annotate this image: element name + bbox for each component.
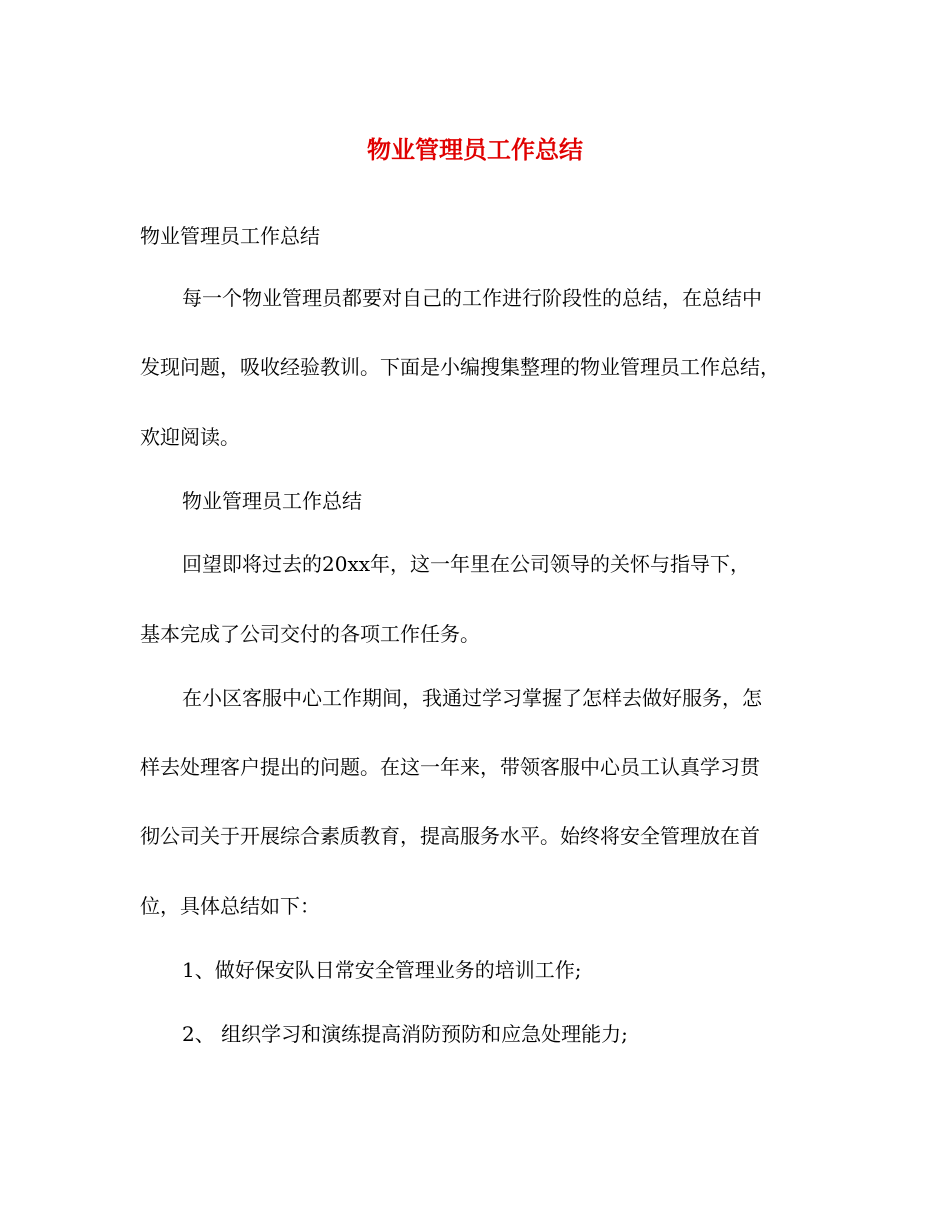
list-item-2: 2、 组织学习和演练提高消防预防和应急处理能力; <box>182 1022 628 1046</box>
paragraph-1-line-2: 发现问题，吸收经验教训。下面是小编搜集整理的物业管理员工作总结， <box>140 355 780 379</box>
paragraph-2-line-2: 基本完成了公司交付的各项工作任务。 <box>140 622 480 646</box>
paragraph-1-line-1: 每一个物业管理员都要对自己的工作进行阶段性的总结，在总结中 <box>182 286 762 310</box>
paragraph-3-line-3: 彻公司关于开展综合素质教育，提高服务水平。始终将安全管理放在首 <box>140 824 760 848</box>
document-title: 物业管理员工作总结 <box>367 135 583 164</box>
section-heading: 物业管理员工作总结 <box>182 489 362 513</box>
paragraph-3-line-1: 在小区客服中心工作期间，我通过学习掌握了怎样去做好服务，怎 <box>182 686 762 710</box>
paragraph-3-line-4: 位，具体总结如下： <box>140 894 320 918</box>
list-item-1: 1、做好保安队日常安全管理业务的培训工作; <box>182 958 582 982</box>
paragraph-1-line-3: 欢迎阅读。 <box>140 425 240 449</box>
paragraph-3-line-2: 样去处理客户提出的问题。在这一年来，带领客服中心员工认真学习贯 <box>140 755 760 779</box>
paragraph-2-line-1: 回望即将过去的20xx年，这一年里在公司领导的关怀与指导下， <box>182 552 751 576</box>
subtitle-line: 物业管理员工作总结 <box>140 224 320 248</box>
